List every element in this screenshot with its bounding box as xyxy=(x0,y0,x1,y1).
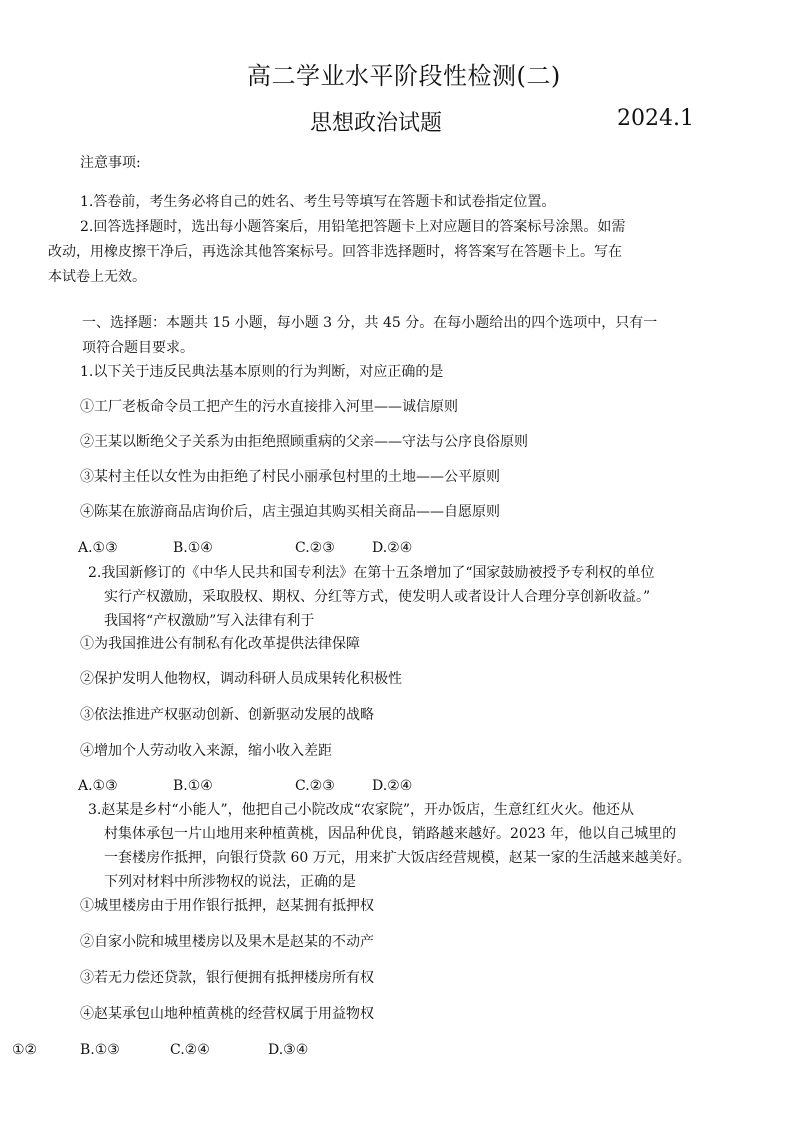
q2-stem-line-1: 2.我国新修订的《中华人民共和国专利法》在第十五条增加了“国家鼓励被授予专利权的单位 xyxy=(88,565,655,581)
q2-option-d: D.②④ xyxy=(372,778,413,794)
q3-stem-line-1: 3.赵某是乡村“小能人”，他把自己小院改成“农家院”，开办饭店，生意红红火火。他还从 xyxy=(88,802,634,818)
q3-statement-3: ③若无力偿还贷款，银行便拥有抵押楼房所有权 xyxy=(80,970,374,986)
q1-option-a: A.①③ xyxy=(78,540,118,556)
q3-statement-4: ④赵某承包山地种植黄桃的经营权属于用益物权 xyxy=(80,1006,374,1022)
q1-statement-4: ④陈某在旅游商品店询价后，店主强迫其购买相关商品——自愿原则 xyxy=(80,504,500,520)
q2-option-b: B.①④ xyxy=(173,778,213,794)
q2-option-c: C.②③ xyxy=(295,778,335,794)
section-intro-line-2: 项符合题目要求。 xyxy=(82,340,194,356)
notes-heading: 注意事项: xyxy=(80,155,141,171)
q1-statement-1: ①工厂老板命令员工把产生的污水直接排入河里——诚信原则 xyxy=(80,399,458,415)
notes-item-2-line-3: 本试卷上无效。 xyxy=(48,269,146,285)
q1-option-b: B.①④ xyxy=(173,540,213,556)
q2-option-a: A.①③ xyxy=(78,778,118,794)
q1-statement-2: ②王某以断绝父子关系为由拒绝照顾重病的父亲——守法与公序良俗原则 xyxy=(80,434,528,450)
q1-option-c: C.②③ xyxy=(295,540,335,556)
notes-item-2-line-1: 2.回答选择题时，选出每小题答案后，用铅笔把答题卡上对应题目的答案标号涂黑。如需 xyxy=(80,219,626,235)
q1-stem: 1.以下关于违反民典法基本原则的行为判断，对应正确的是 xyxy=(80,364,444,380)
q3-option-b: B.①③ xyxy=(80,1042,120,1058)
q1-option-d: D.②④ xyxy=(372,540,413,556)
q3-statement-1: ①城里楼房由于用作银行抵押，赵某拥有抵押权 xyxy=(80,898,374,914)
q3-stem-line-2: 村集体承包一片山地用来种植黄桃，因品种优良，销路越来越好。2023 年，他以自己城里的 xyxy=(104,826,677,842)
section-intro-line-1: 一、选择题：本题共 15 小题，每小题 3 分，共 45 分。在每小题给出的四个选项中，只有一 xyxy=(82,315,658,331)
exam-date: 2024.1 xyxy=(617,106,694,131)
notes-item-2-line-2: 改动，用橡皮擦干净后，再选涂其他答案标号。回答非选择题时，将答案写在答题卡上。写在 xyxy=(48,244,622,260)
q2-statement-4: ④增加个人劳动收入来源，缩小收入差距 xyxy=(80,743,332,759)
q2-stem-line-3: 我国将“产权激励”写入法律有利于 xyxy=(104,613,315,629)
q3-option-a: ①② xyxy=(12,1042,38,1058)
q3-option-d: D.③④ xyxy=(268,1042,309,1058)
q2-stem-line-2: 实行产权激励，采取股权、期权、分红等方式，使发明人或者设计人合理分享创新收益。” xyxy=(104,589,651,605)
q3-option-c: C.②④ xyxy=(170,1042,210,1058)
exam-title: 高二学业水平阶段性检测(二) xyxy=(247,62,561,90)
q2-statement-1: ①为我国推进公有制私有化改革提供法律保障 xyxy=(80,636,360,652)
q3-stem-line-4: 下列对材料中所涉物权的说法，正确的是 xyxy=(104,874,356,890)
q3-statement-2: ②自家小院和城里楼房以及果木是赵某的不动产 xyxy=(80,934,374,950)
notes-item-1: 1.答卷前，考生务必将自己的姓名、考生号等填写在答题卡和试卷指定位置。 xyxy=(80,194,556,210)
q2-statement-3: ③依法推进产权驱动创新、创新驱动发展的战略 xyxy=(80,707,374,723)
q3-stem-line-3: 一套楼房作抵押，向银行贷款 60 万元，用来扩大饭店经营规模，赵某一家的生活越来越美好。 xyxy=(104,850,691,866)
exam-subtitle: 思想政治试题 xyxy=(310,111,443,136)
q1-statement-3: ③某村主任以女性为由拒绝了村民小丽承包村里的土地——公平原则 xyxy=(80,469,500,485)
q2-statement-2: ②保护发明人他物权，调动科研人员成果转化积极性 xyxy=(80,671,402,687)
